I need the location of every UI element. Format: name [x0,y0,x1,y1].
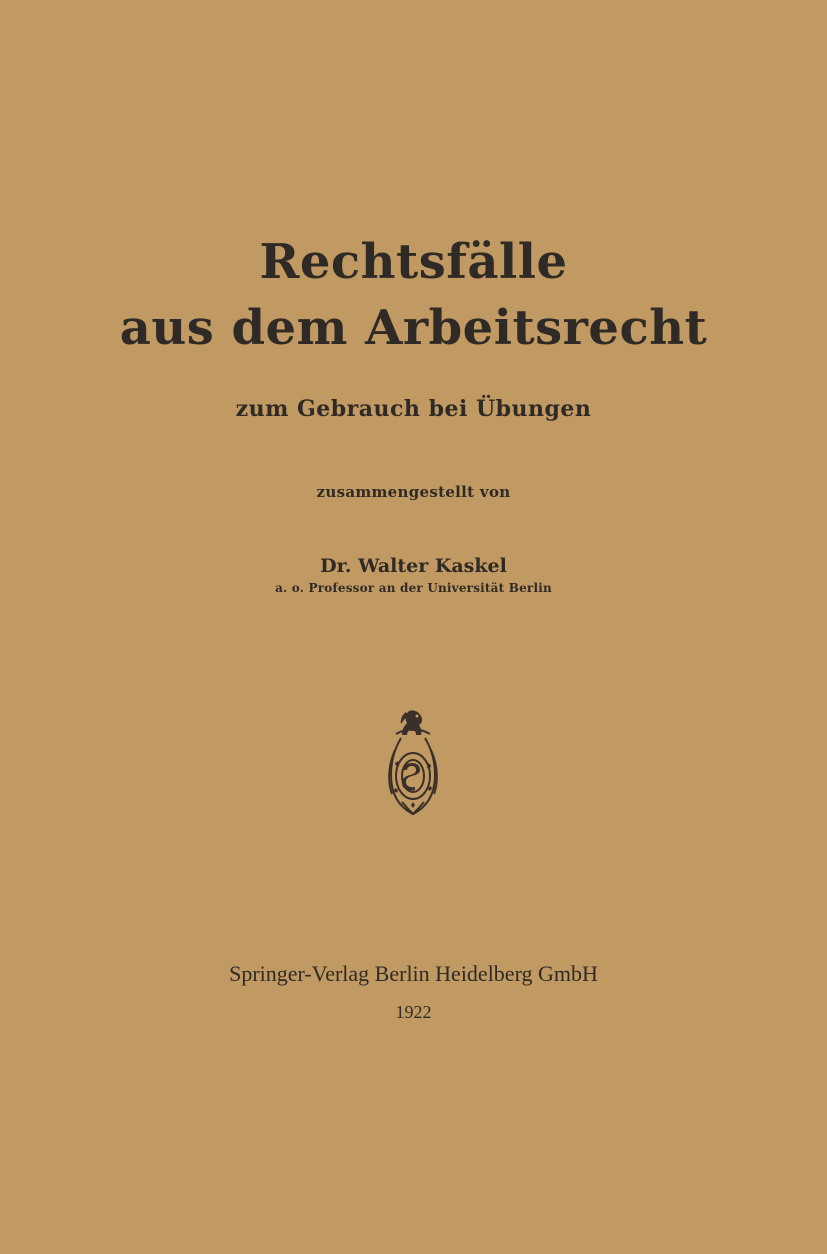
subtitle: zum Gebrauch bei Übungen [235,396,592,422]
author-affiliation: a. o. Professor an der Universität Berlin [275,581,552,595]
publisher-name: Springer-Verlag Berlin Heidelberg GmbH [229,961,598,986]
publication-year: 1922 [395,1002,432,1022]
springer-knight-seal-icon [378,706,448,822]
compiled-by-label: zusammengestellt von [316,483,511,501]
title-line-1: Rechtsfälle [259,234,568,290]
title-line-2: aus dem Arbeitsrecht [119,300,708,356]
author-name: Dr. Walter Kaskel [320,555,507,577]
